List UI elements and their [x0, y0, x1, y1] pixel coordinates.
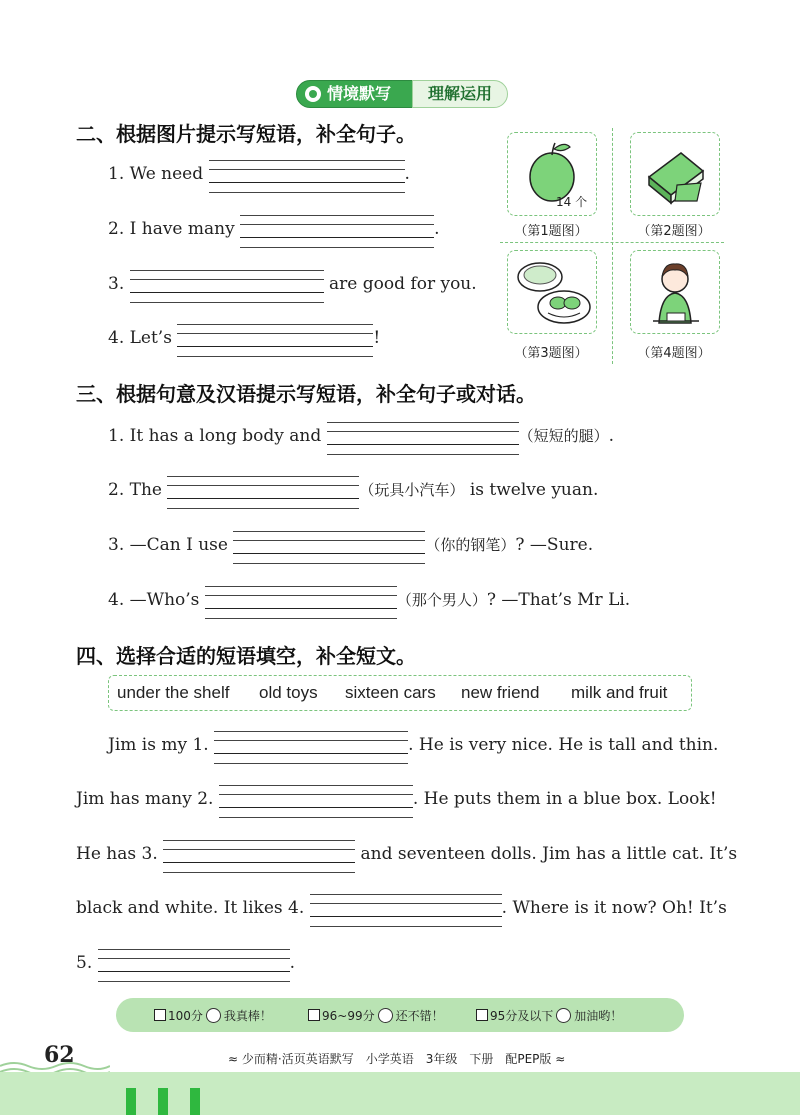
picture-4-caption: （第4题图） [637, 346, 711, 361]
score-96-99: 96~99分 还不错！ [308, 1007, 444, 1024]
picture-3-caption: （第3题图） [514, 346, 588, 361]
s3-question-3: 3. —Can I use （你的钢笔）? —Sure. [108, 534, 593, 555]
picture-1-caption: （第1题图） [514, 224, 588, 239]
grid-divider [612, 128, 613, 364]
food-bowls-icon [508, 251, 596, 333]
books-icon [631, 133, 719, 215]
footer-tab [126, 1088, 136, 1115]
page-number: 62 [44, 1042, 75, 1068]
s3-question-1: 1. It has a long body and （短短的腿）. [108, 425, 614, 446]
passage-line-3: He has 3. and seventeen dolls. Jim has a little cat. It’s [76, 844, 737, 864]
smile-icon [378, 1008, 393, 1023]
target-icon [305, 86, 321, 102]
section2-title: 二、根据图片提示写短语，补全句子。 [76, 122, 416, 146]
picture-apples [507, 132, 597, 216]
apple-count-label: 14 个 [556, 195, 588, 209]
checkbox[interactable] [154, 1009, 166, 1021]
s2-question-2: 2. I have many . [108, 219, 440, 239]
word-bank [108, 675, 692, 711]
footer-tab [190, 1088, 200, 1115]
checkbox[interactable] [308, 1009, 320, 1021]
cheer-icon [556, 1008, 571, 1023]
s2-question-3: 3. are good for you. [108, 274, 477, 294]
wave-icon: ≈ [555, 1052, 566, 1066]
picture-books [630, 132, 720, 216]
s3-question-4: 4. —Who’s （那个男人）? —That’s Mr Li. [108, 589, 630, 610]
word-option: sixteen cars [345, 683, 436, 702]
picture-girl-drawing [630, 250, 720, 334]
footer-band [0, 1072, 800, 1115]
book-title: ≈ 少而精·活页英语默写 小学英语 3年级 下册 配PEP版 ≈ [228, 1052, 566, 1066]
picture-2-caption: （第2题图） [637, 224, 711, 239]
passage-line-2: Jim has many 2. . He puts them in a blue box. Look! [76, 789, 717, 809]
score-95-below: 95分及以下 加油哟！ [476, 1007, 622, 1024]
smile-icon [206, 1008, 221, 1023]
badge-situational-dictation: 情境默写 [296, 80, 416, 108]
grid-divider [500, 242, 724, 243]
footer-tab [158, 1088, 168, 1115]
section-badge [296, 80, 508, 108]
checkbox[interactable] [476, 1009, 488, 1021]
score-100: 100分 我真棒！ [154, 1007, 272, 1024]
passage-line-1: Jim is my 1. . He is very nice. He is tall and thin. [108, 735, 718, 755]
s2-question-4: 4. Let’s ! [108, 328, 380, 348]
badge-comprehension: 理解运用 [412, 80, 508, 108]
wave-icon: ≈ [228, 1052, 239, 1066]
s2-question-1: 1. We need . [108, 164, 410, 184]
section4-title: 四、选择合适的短语填空，补全短文。 [76, 644, 416, 668]
passage-line-5: 5. . [76, 953, 295, 973]
girl-icon [631, 251, 719, 333]
s3-question-2: 2. The （玩具小汽车） is twelve yuan. [108, 479, 598, 500]
passage-line-4: black and white. It likes 4. . Where is it now? Oh! It’s [76, 898, 727, 918]
word-option: old toys [259, 683, 318, 702]
score-bar [116, 998, 684, 1032]
word-option: new friend [461, 683, 540, 702]
word-option: milk and fruit [571, 683, 668, 702]
section3-title: 三、根据句意及汉语提示写短语，补全句子或对话。 [76, 382, 536, 406]
picture-food [507, 250, 597, 334]
word-option: under the shelf [117, 683, 230, 702]
